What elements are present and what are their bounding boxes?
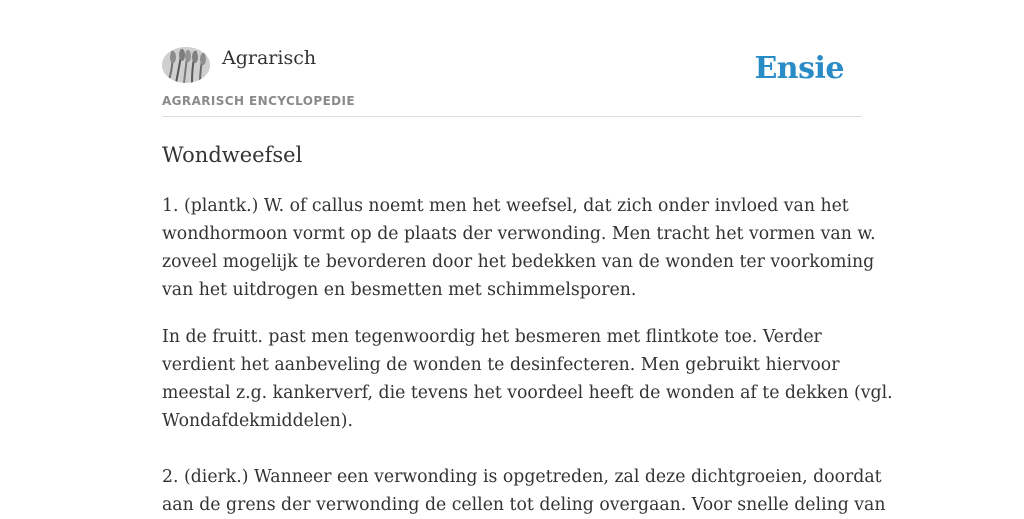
wheat-icon[interactable]	[162, 47, 210, 83]
text-line: 1. (plantk.) W. of callus noemt men het weefsel, dat zich onder invloed van het	[162, 196, 849, 216]
brand-logo[interactable]: Ensie	[754, 51, 844, 86]
article	[162, 138, 893, 519]
text-line: verdient het aanbeveling de wonden te desinfecteren. Men gebruikt hiervoor	[162, 355, 840, 375]
paragraph-plantkunde	[162, 192, 876, 304]
text-line: zoveel mogelijk te bevorderen door het bedekken van de wonden ter voorkoming	[162, 252, 875, 272]
text-line: wondhormoon vormt op de plaats der verwonding. Men tracht het vormen van w.	[162, 224, 876, 244]
article-title: Wondweefsel	[162, 143, 303, 167]
page	[162, 0, 893, 515]
source-subtitle[interactable]: AGRARISCH ENCYCLOPEDIE	[162, 94, 355, 108]
source-header	[162, 0, 862, 117]
text-line: Wondafdekmiddelen).	[162, 411, 354, 431]
paragraph-fruitteelt	[162, 323, 893, 435]
text-line: 2. (dierk.) Wanneer een verwonding is opgetreden, zal deze dichtgroeien, doordat	[162, 467, 882, 487]
text-line: van het uitdrogen en besmetten met schimmelsporen.	[162, 280, 637, 300]
paragraph-dierkunde	[162, 463, 886, 519]
text-line: aan de grens der verwonding de cellen tot deling overgaan. Voor snelle deling van	[162, 495, 886, 515]
text-line: meestal z.g. kankerverf, die tevens het voordeel heeft de wonden af te dekken (vgl.	[162, 383, 893, 403]
text-line: In de fruitt. past men tegenwoordig het besmeren met flintkote toe. Verder	[162, 327, 822, 347]
source-name[interactable]: Agrarisch	[222, 47, 317, 69]
